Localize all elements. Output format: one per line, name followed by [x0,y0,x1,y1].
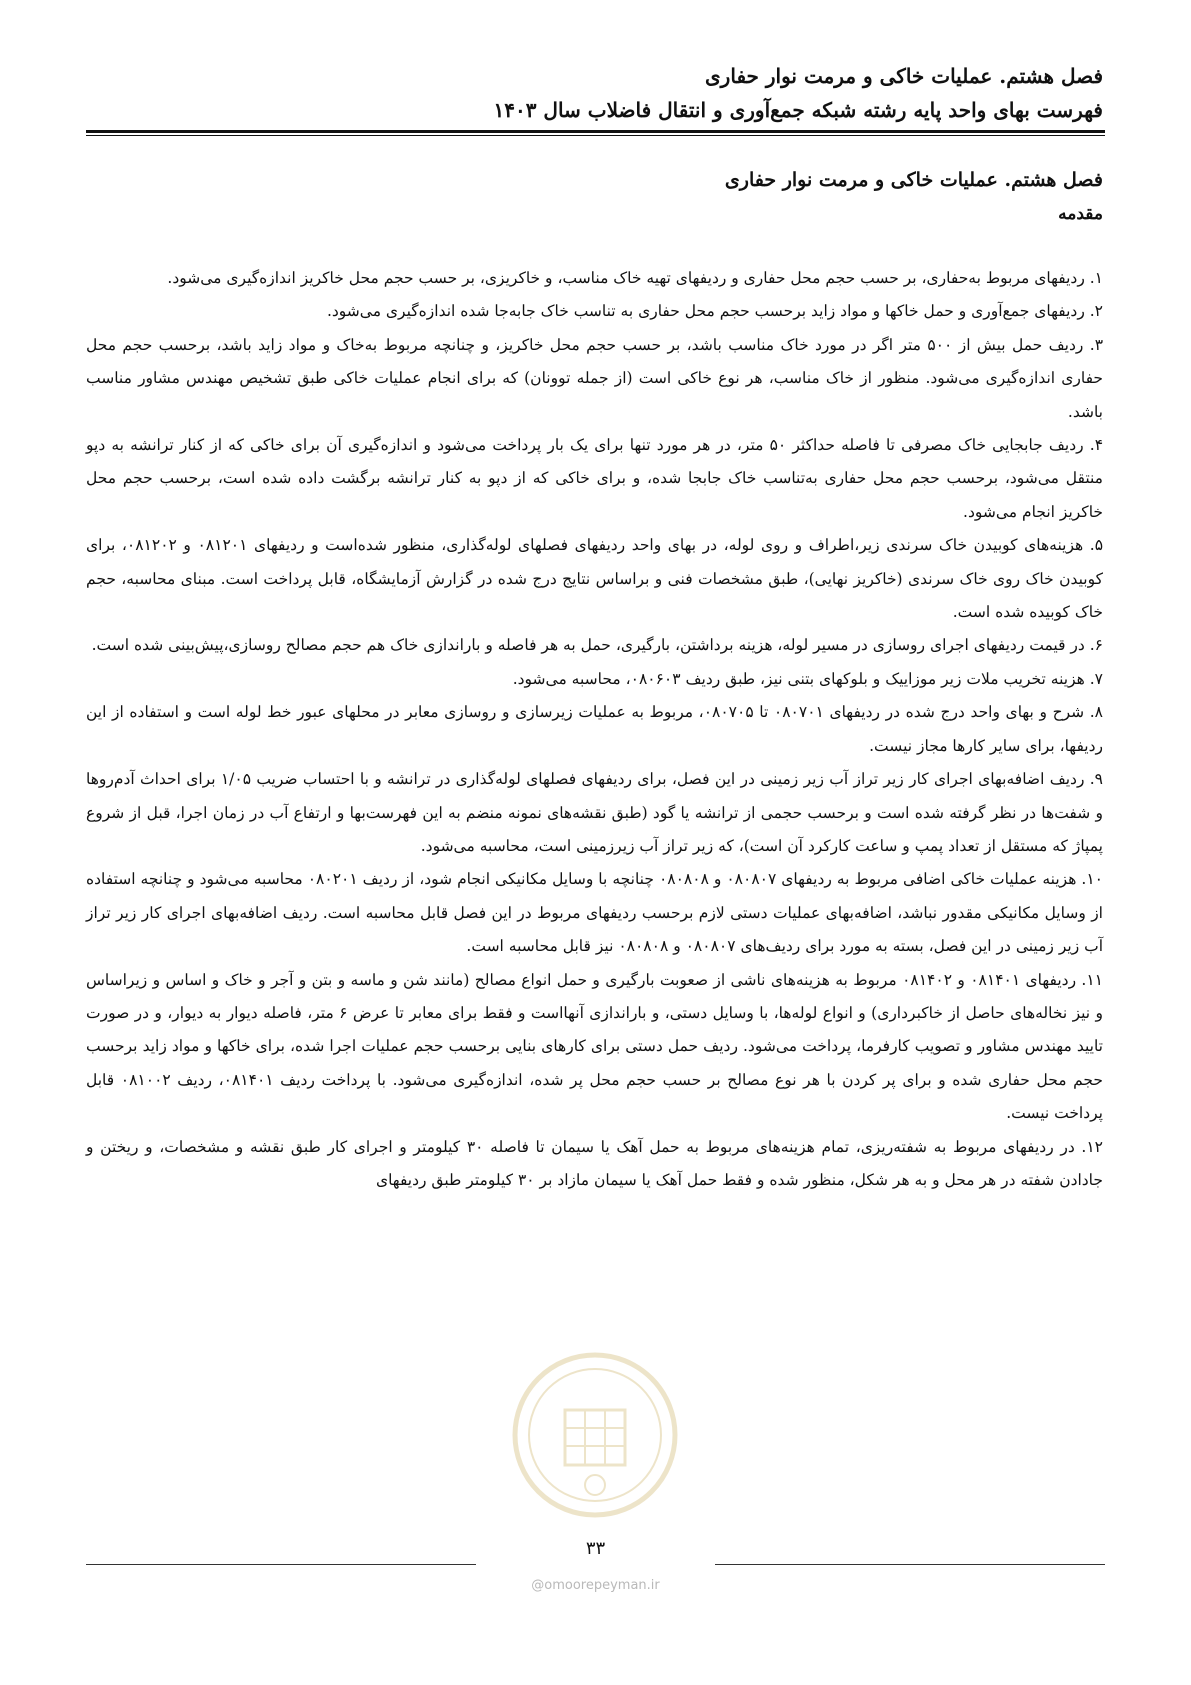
intro-heading: مقدمه [1058,204,1103,224]
paragraph-12: ۱۲. در ردیفهای مربوط به شفته‌ریزی، تمام هزینه‌های مربوط به حمل آهک یا سیمان تا فاصله ۳۰ کیلومتر و اجرای کار طبق نقشه و مشخصات، و ریختن و جادادن شفته در هر محل و به هر شکل، منظور شده و فقط حمل آهک یا سیمان مازاد بر ۳۰ کیلومتر طبق ردیفهای [86,1137,1103,1189]
paragraph-9: ۹. ردیف اضافه‌بهای اجرای کار زیر تراز آب زیر زمینی در این فصل، برای ردیفهای فصلهای لوله‌گذاری در ترانشه و با احتساب ضریب ۱/۰۵ برای احداث آدم‌روها و شفت‌ها در نظر گرفته شده است و برحسب حجمی از ترانشه یا گود (طبق نقشه‌های نمونه منضم به این فهرست‌بها و ارتفاع آب در زمان اجرا، قبل از شروع پمپاژ که مستقل از تعداد پمپ و ساعت کارکرد آن است)، که زیر تراز آب زیرزمینی است، محاسبه می‌شود. [86,770,1104,855]
paragraph-3: ۳. ردیف حمل بیش از ۵۰۰ متر اگر در مورد خاک مناسب باشد، بر حسب حجم محل خاکریز، و چنانچه مربوط به‌خاک و مواد زاید باشد، برحسب حجم محل حفاری اندازه‌گیری می‌شود. منظور از خاک مناسب، هر نوع خاکی است (از جمله توونان) که برای انجام عملیات خاکی طبق تشخیص مهندس مشاور مناسب باشد. [86,335,1104,421]
paragraph-11: ۱۱. ردیفهای ۰۸۱۴۰۱ و ۰۸۱۴۰۲ مربوط به هزینه‌های ناشی از صعوبت بارگیری و حمل انواع مصالح (مانند شن و ماسه و بتن و آجر و خاک و اساس و زیراساس و نیز نخاله‌های حاصل از خاکبرداری) و انواع لوله‌ها، با وسایل دستی، و باراندازی آنهااست و فقط برای معابر تا عرض ۶ متر، فاصله دیوار به دیوار، و در صورت تایید مهندس مشاور و تصویب کارفرما، پرداخت می‌شود. ردیف حمل دستی برای کارهای بنایی برحسب حجم عملیات اجرا شده، برای خاکها و مواد زاید برحسب حجم محل حفاری شده و برای پر کردن با هر نوع مصالح بر حسب حجم محل پر شده، اندازه‌گیری می‌شود. با پرداخت ردیف ۰۸۱۴۰۱، ردیف ۰۸۱۰۰۲ قابل پرداخت نیست. [86,970,1103,1123]
paragraph-4: ۴. ردیف جابجایی خاک مصرفی تا فاصله حداکثر ۵۰ متر، در هر مورد تنها برای یک بار پرداخت می‌شود و اندازه‌گیری آن برای خاکی که از کنار ترانشه به دپو منتقل می‌شود، برحسب حجم محل حفاری به‌تناسب خاک جابجا شده، و برای خاکی که از دپو به کنار ترانشه برگشت داده شده است، برحسب حجم محل خاکریز انجام می‌شود. [86,436,1104,521]
header-rule-thick [86,130,1105,133]
paragraph-2: ۲. ردیفهای جمع‌آوری و حمل خاکها و مواد زاید برحسب حجم محل حفاری به تناسب خاک جابه‌جا شده اندازه‌گیری می‌شود. [326,302,1103,321]
footer-rule-left [86,1564,476,1565]
header-document-title: فهرست بهای واحد پایه رشته شبکه جمع‌آوری و انتقال فاضلاب سال ۱۴۰۳ [493,98,1103,122]
paragraph-8: ۸. شرح و بهای واحد درج شده در ردیفهای ۰۸۰۷۰۱ تا ۰۸۰۷۰۵، مربوط به عملیات زیرسازی و روسازی معابر در محلهای عبور خط لوله است و استفاده از این ردیفها، برای سایر کارها مجاز نیست. [86,703,1103,755]
paragraph-10: ۱۰. هزینه عملیات خاکی اضافی مربوط به ردیفهای ۰۸۰۸۰۷ و ۰۸۰۸۰۸ چنانچه با وسایل مکانیکی انجام شود، از ردیف ۰۸۰۲۰۱ محاسبه می‌شود و چنانچه استفاده از وسایل مکانیکی مقدور نباشد، اضافه‌بهای عملیات دستی لازم برحسب ردیفهای مربوط در این فصل قابل محاسبه است. ردیف اضافه‌بهای اجرای کار زیر تراز آب زیر زمینی در این فصل، بسته به مورد برای ردیف‌های ۰۸۰۸۰۷ و ۰۸۰۸۰۸ نیز قابل محاسبه است. [86,870,1103,956]
watermark-seal-icon [510,1345,680,1525]
paragraph-6: ۶. در قیمت ردیفهای اجرای روسازی در مسیر لوله، هزینه برداشتن، بارگیری، حمل به هر فاصله و باراندازی خاک هم حجم مصالح روسازی،پیش‌بینی شده است. [91,636,1103,655]
header-rule-thin [86,135,1105,136]
paragraph-7: ۷. هزینه تخریب ملات زیر موزاییک و بلوکهای بتنی نیز، طبق ردیف ۰۸۰۶۰۳، محاسبه می‌شود. [512,669,1103,688]
paragraph-5: ۵. هزینه‌های کوبیدن خاک سرندی زیر،اطراف و روی لوله، در بهای واحد ردیفهای فصلهای لوله‌گذاری، منظور شده‌است و ردیفهای ۰۸۱۲۰۱ و ۰۸۱۲۰۲، برای کوبیدن خاک روی خاک سرندی (خاکریز نهایی)، طبق مشخصات فنی و براساس نتایج درج شده در گزارش آزمایشگاه، قابل پرداخت است. مبنای محاسبه، حجم خاک کوبیده شده است. [86,536,1104,622]
page-number: ۳۳ [585,1538,606,1559]
footer-rule-right [715,1564,1105,1565]
watermark-text: @omoorepeyman.ir [531,1578,660,1593]
chapter-title: فصل هشتم. عملیات خاکی و مرمت نوار حفاری [724,169,1103,191]
body-text [86,262,1103,1197]
header-chapter-title: فصل هشتم. عملیات خاکی و مرمت نوار حفاری [705,64,1103,88]
paragraph-1: ۱. ردیفهای مربوط به‌حفاری، بر حسب حجم محل حفاری و ردیفهای تهیه خاک مناسب، و خاکریزی، بر حسب حجم محل خاکریز اندازه‌گیری می‌شود. [167,269,1103,287]
